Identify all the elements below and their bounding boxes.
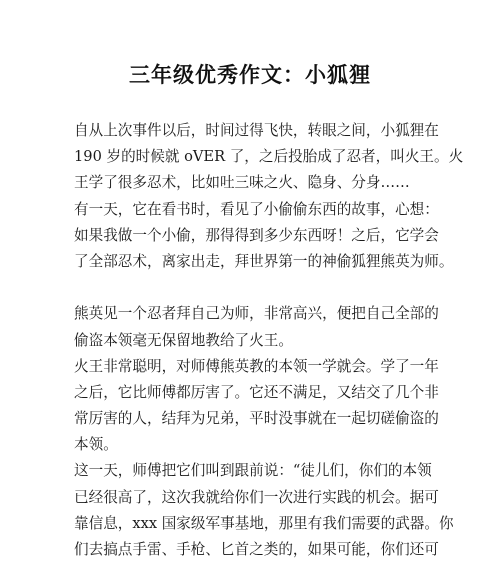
document-title: 三年级优秀作文：小狐狸 <box>129 62 371 87</box>
text-line: 自从上次事件以后，时间过得飞快，转眼之间，小狐狸在 <box>74 122 439 139</box>
text-line: 190 岁的时候就 oVER 了，之后投胎成了忍者，叫火王。火 <box>74 148 464 166</box>
paragraph-4 <box>74 354 439 459</box>
paragraph-gap <box>74 275 434 301</box>
text-line: 本领。 <box>74 436 118 454</box>
text-line: 之后，它比师傅都厉害了。它还不满足，又结交了几个非 <box>74 383 439 401</box>
paragraph-3 <box>74 301 439 353</box>
text-line: 王学了很多忍术，比如吐三味之火、隐身、分身…… <box>74 174 410 192</box>
paragraph-5 <box>74 458 454 563</box>
text-line: 有一天，它在看书时，看见了小偷偷东西的故事，心想： <box>74 200 439 218</box>
paragraph-2 <box>74 197 454 276</box>
text-line: 这一天，师傅把它们叫到跟前说：“徒儿们，你们的本领 <box>74 462 432 480</box>
text-line: 了全部忍术，离家出走，拜世界第一的神偷狐狸熊英为师。 <box>74 252 454 270</box>
text-line: 偷盗本领毫无保留地教给了火王。 <box>74 331 293 349</box>
text-line: 常厉害的人，结拜为兄弟，平时没事就在一起切磋偷盗的 <box>74 410 439 428</box>
text-line: 们去搞点手雷、手枪、匕首之类的，如果可能，你们还可 <box>74 541 439 558</box>
text-line: 火王非常聪明，对师傅熊英教的本领一学就会。学了一年 <box>74 357 439 375</box>
document-body <box>74 118 464 563</box>
text-line: 已经很高了，这次我就给你们一次进行实践的机会。据可 <box>74 488 439 506</box>
text-line: 如果我做一个小偷，那得得到多少东西呀！之后，它学会 <box>74 226 439 244</box>
text-line: 靠信息，xxx 国家级军事基地，那里有我们需要的武器。你 <box>74 514 454 532</box>
text-line: 熊英见一个忍者拜自己为师，非常高兴，便把自己全部的 <box>74 305 439 323</box>
paragraph-1 <box>74 118 464 197</box>
